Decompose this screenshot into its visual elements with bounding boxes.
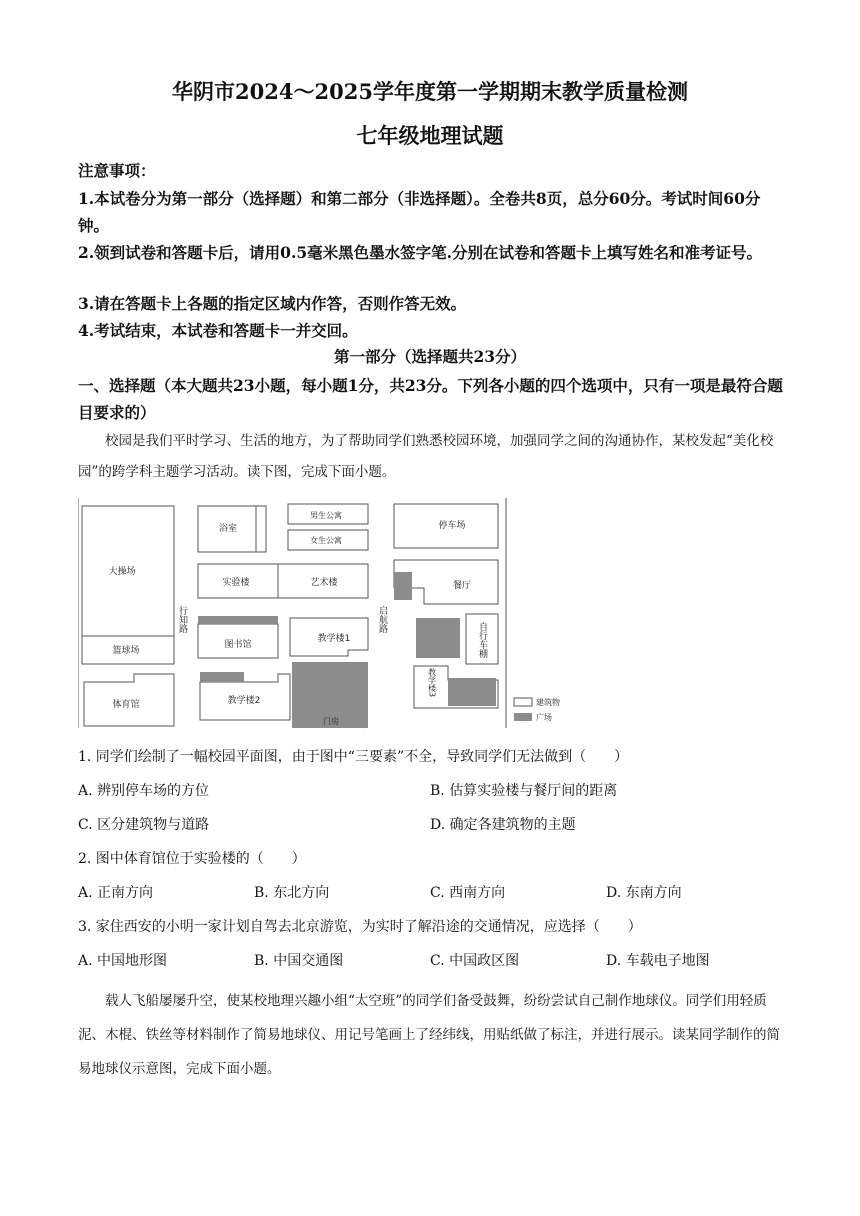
q1-option-d[interactable]: D. 确定各建筑物的主题 xyxy=(430,817,576,833)
notes-heading: 注意事项： xyxy=(78,161,156,180)
q1-option-b[interactable]: B. 估算实验楼与餐厅间的距离 xyxy=(430,783,618,799)
label-art: 艺术楼 xyxy=(310,578,338,588)
question-1-stem: 1. 同学们绘制了一幅校园平面图，由于图中“三要素”不全，导致同学们无法做到（ ） xyxy=(78,749,629,765)
part1-heading: 第一部分（选择题共23分） xyxy=(333,347,527,366)
label-teach3: 教学楼3 xyxy=(427,668,437,698)
label-teach1: 教学楼1 xyxy=(317,634,351,644)
label-teach2: 教学楼2 xyxy=(227,696,261,706)
legend-square-swatch xyxy=(514,713,532,721)
dorm-gap xyxy=(256,506,266,552)
intro-paragraph-2: 载人飞船屡屡升空，使某校地理兴趣小组“太空班”的同学们备受鼓舞，纷纷尝试自己制作地球仪。同学们用轻质泥、木棍、铁丝等材料制作了简易地球仪、用记号笔画上了经纬线，用贴纸做了标注，并进行展示。读某同学制作的简易地球仪示意图，完成下面小题。 xyxy=(78,993,780,1077)
section-heading: 一、选择题（本大题共23小题，每小题1分，共23分。下列各小题的四个选项中，只有一项是最符合题目要求的） xyxy=(78,376,783,422)
label-basketball: 篮球场 xyxy=(112,646,140,656)
q2-option-a[interactable]: A. 正南方向 xyxy=(78,885,154,901)
exam-title: 华阴市2024～2025学年度第一学期期末教学质量检测 xyxy=(172,79,688,104)
q2-option-b[interactable]: B. 东北方向 xyxy=(254,885,330,901)
label-gym: 体育馆 xyxy=(112,700,140,710)
label-boys-dorm: 男生公寓 xyxy=(310,511,342,520)
tb3-square xyxy=(448,678,496,706)
label-playground: 大操场 xyxy=(108,567,136,577)
library-square xyxy=(198,616,278,624)
intro-paragraph-1: 校园是我们平时学习、生活的地方，为了帮助同学们熟悉校园环境，加强同学之间的沟通协作，某校发起“美化校园”的跨学科主题学习活动。读下图，完成下面小题。 xyxy=(78,433,774,480)
label-road-west: 行知路 xyxy=(177,606,187,633)
q3-option-a[interactable]: A. 中国地形图 xyxy=(78,953,168,969)
label-parking: 停车场 xyxy=(438,521,466,531)
label-gate: 门房 xyxy=(323,717,339,726)
label-road-east: 启航路 xyxy=(377,606,387,633)
tb2-square xyxy=(200,672,244,682)
east-square xyxy=(416,618,460,658)
question-3-stem: 3. 家住西安的小明一家计划自驾去北京游览，为实时了解沿途的交通情况，应选择（ ） xyxy=(78,919,642,935)
note-item-4: 4.考试结束，本试卷和答题卡一并交回。 xyxy=(78,321,358,340)
campus-map xyxy=(78,496,578,732)
label-bathroom: 浴室 xyxy=(218,524,238,534)
note-item-2: 2.领到试卷和答题卡后，请用0.5毫米黑色墨水签字笔.分别在试卷和答题卡上填写姓名和准考证号。 xyxy=(78,243,763,262)
note-item-1: 1.本试卷分为第一部分（选择题）和第二部分（非选择题）。全卷共8页，总分60分。考试时间60分钟。 xyxy=(78,189,761,235)
q1-option-c[interactable]: C. 区分建筑物与道路 xyxy=(78,817,210,833)
q3-option-c[interactable]: C. 中国政区图 xyxy=(430,953,520,969)
q2-option-c[interactable]: C. 西南方向 xyxy=(430,885,506,901)
q2-option-d[interactable]: D. 东南方向 xyxy=(606,885,682,901)
label-library: 图书馆 xyxy=(224,640,252,650)
exam-subtitle: 七年级地理试题 xyxy=(356,123,504,148)
label-legend-building: 建筑物 xyxy=(536,698,560,707)
question-2-stem: 2. 图中体育馆位于实验楼的（ ） xyxy=(78,851,306,867)
legend-building-swatch xyxy=(514,698,532,706)
q1-option-a[interactable]: A. 辨别停车场的方位 xyxy=(78,783,210,799)
label-canteen: 餐厅 xyxy=(452,581,472,591)
label-lab: 实验楼 xyxy=(222,578,250,588)
q3-option-b[interactable]: B. 中国交通图 xyxy=(254,953,344,969)
q3-option-d[interactable]: D. 车载电子地图 xyxy=(606,953,710,969)
playground xyxy=(82,506,174,664)
label-legend-square: 广场 xyxy=(536,713,552,722)
note-item-3: 3.请在答题卡上各题的指定区域内作答，否则作答无效。 xyxy=(78,294,467,313)
label-girls-dorm: 女生公寓 xyxy=(310,536,342,545)
label-bike-shed: 自行车棚 xyxy=(477,622,487,658)
canteen-square xyxy=(394,572,412,600)
